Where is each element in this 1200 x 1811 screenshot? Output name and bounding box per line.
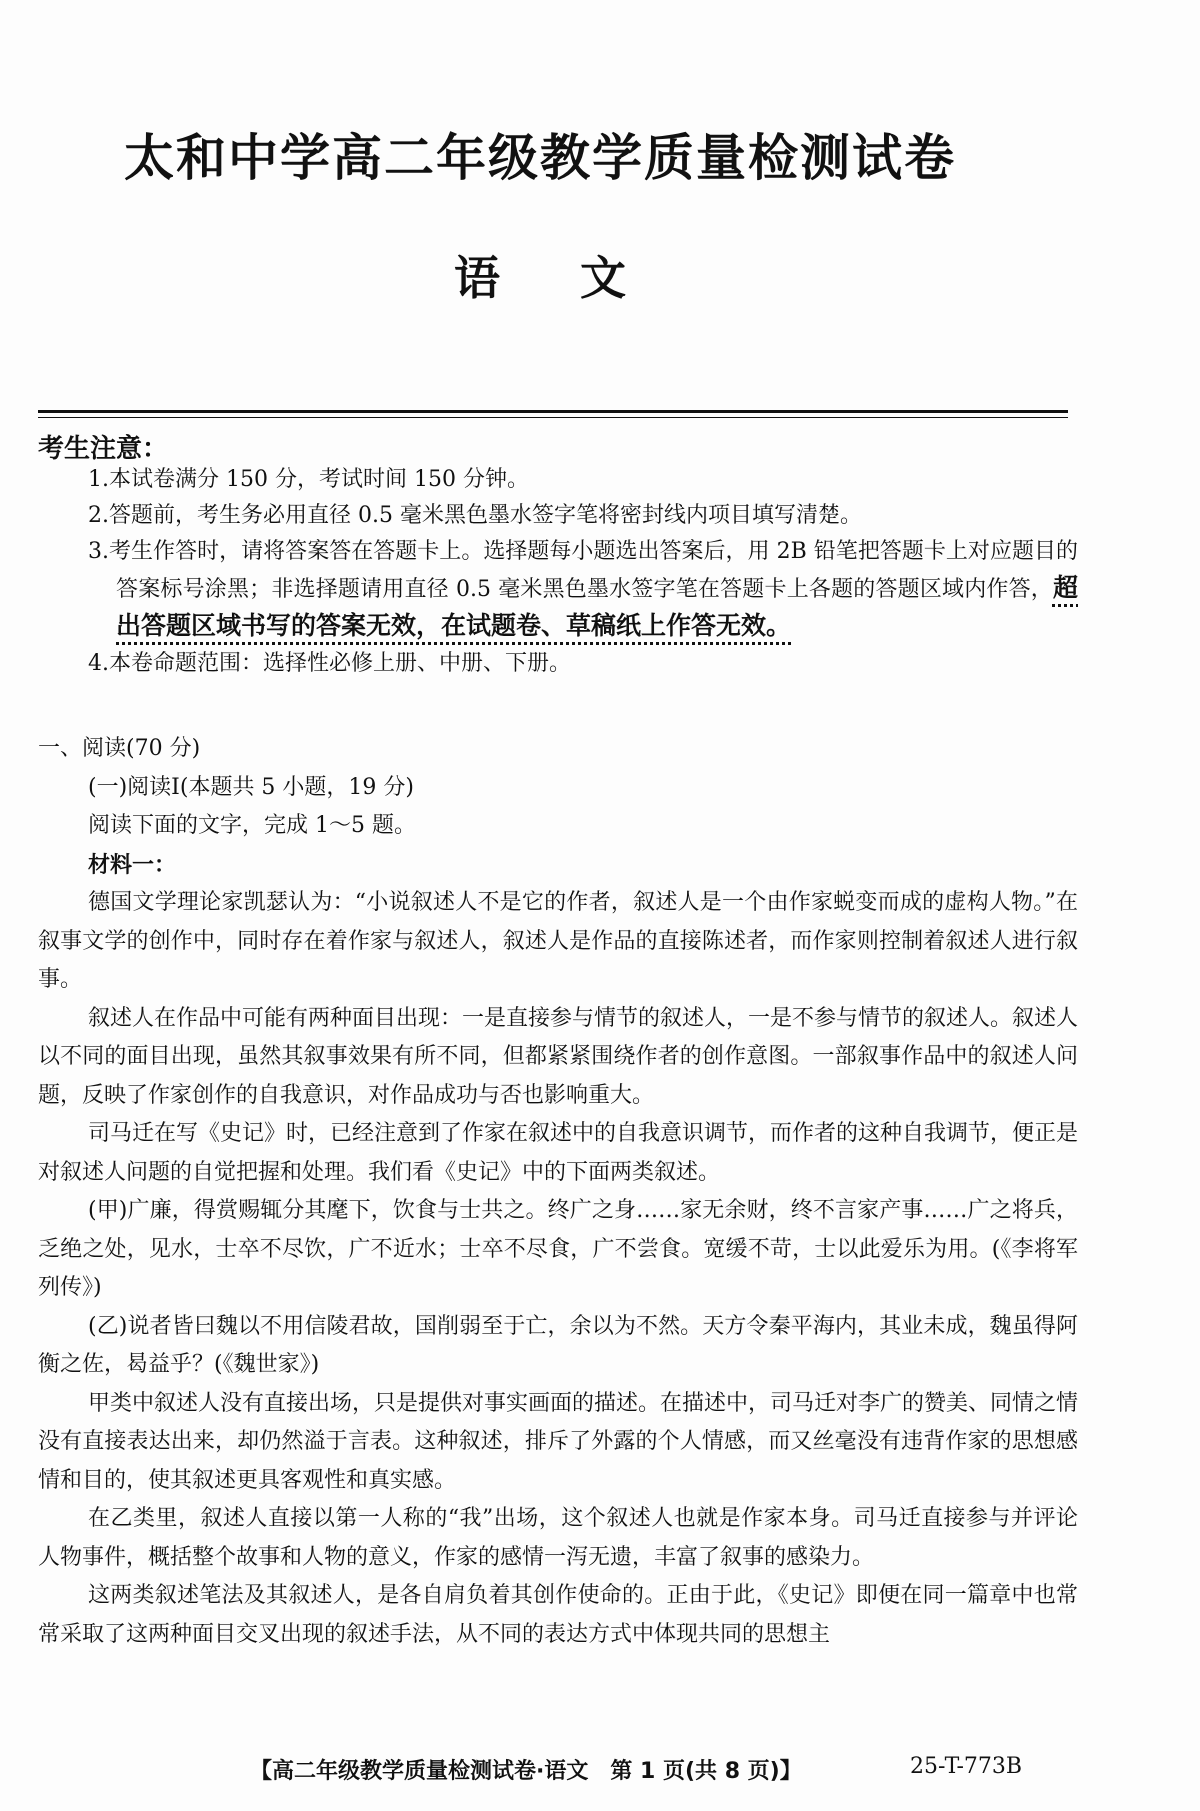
notice-item-text: 本卷命题范围：选择性必修上册、中册、下册。 xyxy=(109,651,572,676)
footer-page-info: 【高二年级教学质量检测试卷·语文 第 1 页(共 8 页)】 xyxy=(250,1759,802,1784)
notice-item-2 xyxy=(88,498,1078,534)
notice-item-4 xyxy=(88,646,1078,682)
notice-item-3 xyxy=(88,534,1078,646)
material-paragraph: 甲类中叙述人没有直接出场，只是提供对事实画面的描述。在描述中，司马迁对李广的赞美、同情之情没有直接表达出来，却仍然溢于言表。这种叙述，排斥了外露的个人情感，而又丝毫没有违背作家的思想感情和目的，使其叙述更具客观性和真实感。 xyxy=(38,1390,1079,1493)
notice-item-1 xyxy=(88,462,1078,498)
material-paragraph: 这两类叙述笔法及其叙述人，是各自肩负着其创作使命的。正由于此，《史记》即便在同一篇章中也常常采取了这两种面目交叉出现的叙述手法，从不同的表达方式中体现共同的思想主 xyxy=(38,1583,1078,1647)
section-instruction: 阅读下面的文字，完成 1～5 题。 xyxy=(88,813,416,838)
footer-code: 25-T-773B xyxy=(910,1754,1023,1779)
material-paragraph: 在乙类里，叙述人直接以第一人称的“我”出场，这个叙述人也就是作家本身。司马迁直接参与并评论人物事件，概括整个故事和人物的意义，作家的感情一泻无遗，丰富了叙事的感染力。 xyxy=(38,1506,1078,1570)
material-paragraph: 德国文学理论家凯瑟认为：“小说叙述人不是它的作者，叙述人是一个由作家蜕变而成的虚构人物。”在叙事文学的创作中，同时存在着作家与叙述人，叙述人是作品的直接陈述者，而作家则控制着叙述人进行叙事。 xyxy=(38,890,1078,992)
reading-section xyxy=(38,730,1078,1654)
section-subheading: (一)阅读Ⅰ(本题共 5 小题，19 分) xyxy=(88,774,414,800)
material-paragraph: (乙)说者皆曰魏以不用信陵君故，国削弱至于亡，余以为不然。天方令秦平海内，其业未成，魏虽得阿衡之佐，曷益乎？(《魏世家》) xyxy=(38,1313,1078,1377)
subject-title: 语文 xyxy=(454,251,706,305)
notice-item-text: 本试卷满分 150 分，考试时间 150 分钟。 xyxy=(109,467,529,492)
exam-title: 太和中学高二年级教学质量检测试卷 xyxy=(124,129,956,187)
notice-emphasis: 超出答题区域书写的答案无效，在试题卷、草稿纸上作答无效。 xyxy=(116,573,1078,640)
header-rule-thick xyxy=(38,410,1068,413)
material-paragraph: (甲)广廉，得赏赐辄分其麾下，饮食与士共之。终广之身……家无余财，终不言家产事……广之将兵，乏绝之处，见水，士卒不尽饮，广不近水；士卒不尽食，广不尝食。宽缓不苛，士以此爱乐为用。(《李将军列传》) xyxy=(38,1198,1078,1300)
notice-item-number: 2. xyxy=(88,503,109,528)
notice-item-text: 答题前，考生务必用直径 0.5 毫米黑色墨水签字笔将密封线内项目填写清楚。 xyxy=(109,503,862,528)
notice-heading: 考生注意： xyxy=(38,434,169,464)
notice-item-number: 3. xyxy=(88,539,109,564)
notice-item-text: 考生作答时，请将答案答在答题卡上。选择题每小题选出答案后，用 2B 铅笔把答题卡上对应题目的答案标号涂黑；非选择题请用直径 0.5 毫米黑色墨水签字笔在答题卡上各题的答题区域内作答， xyxy=(109,539,1078,602)
material-label: 材料一： xyxy=(88,851,177,878)
section-heading: 一、阅读(70 分) xyxy=(38,736,201,761)
header-rule-thin xyxy=(38,417,1068,418)
material-paragraph: 叙述人在作品中可能有两种面目出现：一是直接参与情节的叙述人，一是不参与情节的叙述人。叙述人以不同的面目出现，虽然其叙事效果有所不同，但都紧紧围绕作者的创作意图。一部叙事作品中的叙述人问题，反映了作家创作的自我意识，对作品成功与否也影响重大。 xyxy=(38,1005,1079,1108)
material-paragraph: 司马迁在写《史记》时，已经注意到了作家在叙述中的自我意识调节，而作者的这种自我调节，便正是对叙述人问题的自觉把握和处理。我们看《史记》中的下面两类叙述。 xyxy=(38,1121,1079,1185)
notice-item-number: 1. xyxy=(88,467,109,492)
notice-list xyxy=(88,462,1078,682)
notice-item-number: 4. xyxy=(88,651,109,676)
